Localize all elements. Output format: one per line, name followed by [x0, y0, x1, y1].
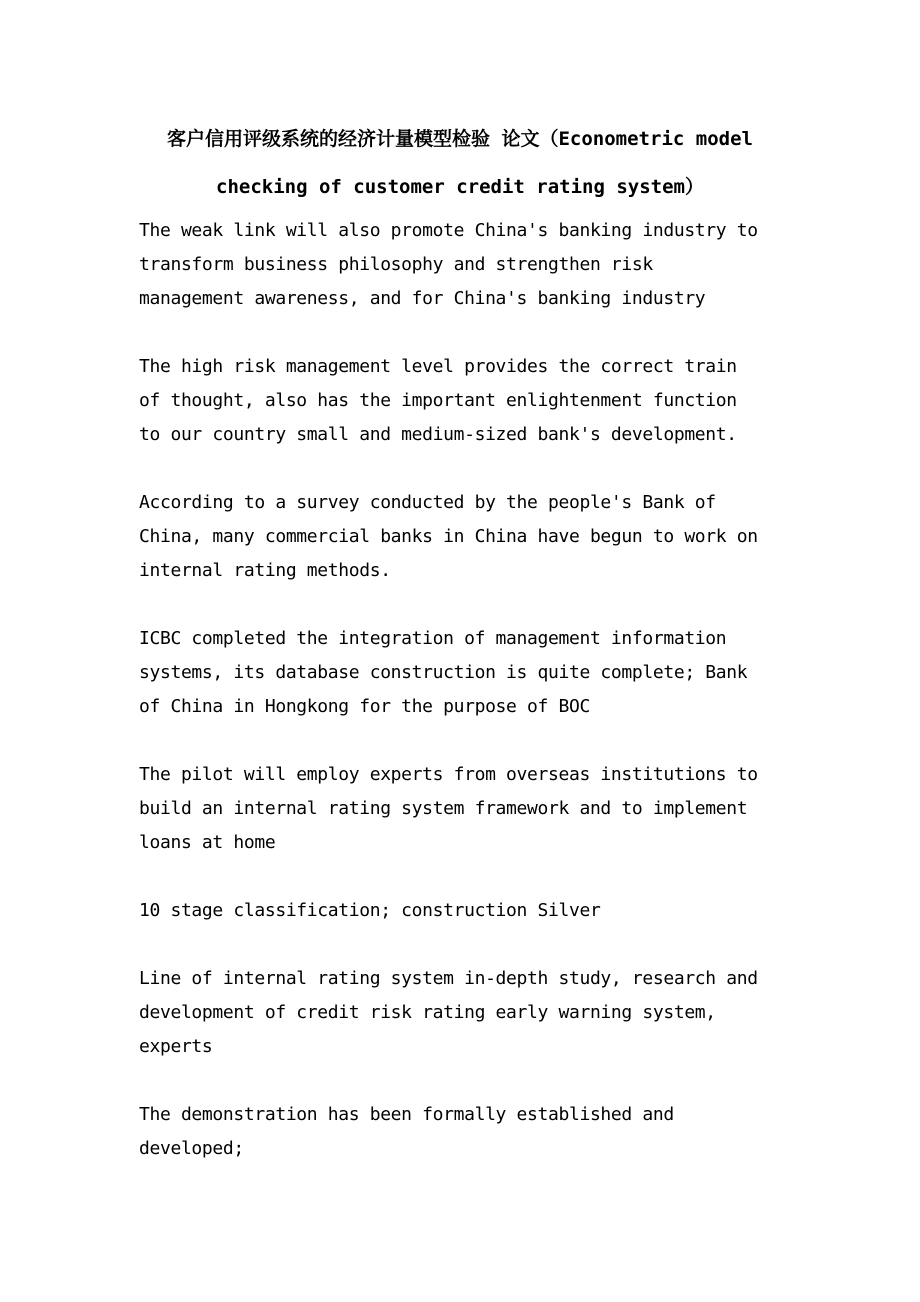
paragraph: ICBC completed the integration of management information systems, its database construction is quite complete; Bank of China in Hongkong for the purpose of BOC — [139, 628, 748, 717]
paragraph: According to a survey conducted by the people's Bank of China, many commercial banks in China have begun to work on internal rating methods. — [139, 492, 758, 581]
paragraph: The weak link will also promote China's banking industry to transform business philosophy and strengthen risk management awareness, and for China's banking industry — [139, 220, 758, 309]
paragraph: Line of internal rating system in-depth study, research and development of credit risk rating early warning system, experts — [139, 968, 758, 1057]
paragraph: The demonstration has been formally established and developed; — [139, 1104, 674, 1159]
document-title-line-1: 客户信用评级系统的经济计量模型检验 论文（Econometric model — [167, 128, 753, 150]
document-body — [139, 214, 789, 1200]
document-title-line-2: checking of customer credit rating system） — [216, 176, 704, 198]
paragraph: 10 stage classification; construction Silver — [139, 900, 601, 921]
paragraph: The high risk management level provides the correct train of thought, also has the important enlightenment function to our country small and medium-sized bank's development. — [139, 356, 737, 445]
paragraph: The pilot will employ experts from overseas institutions to build an internal rating system framework and to implement loans at home — [139, 764, 758, 853]
